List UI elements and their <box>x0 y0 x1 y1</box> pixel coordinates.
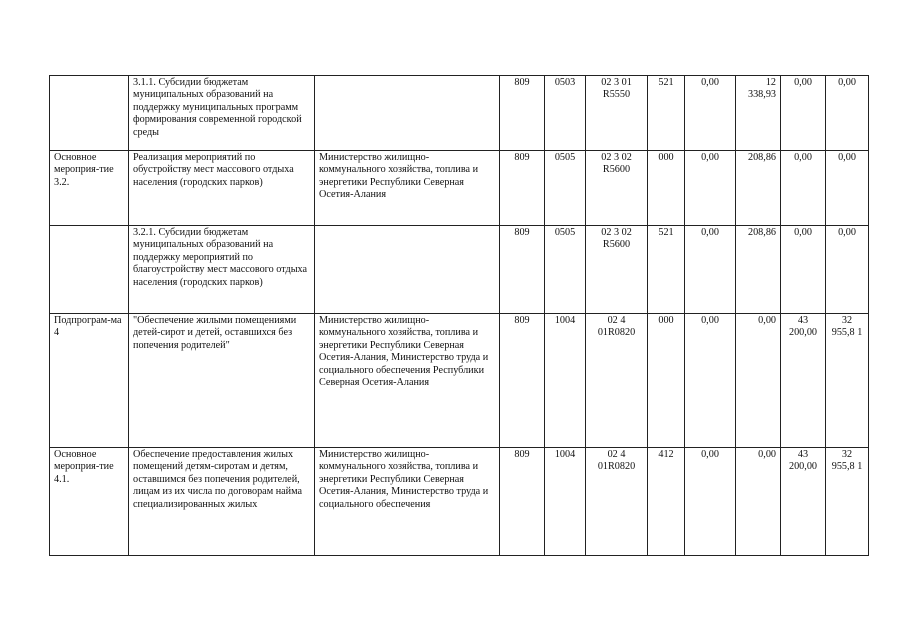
value-cell: 0,00 <box>826 226 869 314</box>
executor-cell: Министерство жилищно-коммунального хозяйства, топлива и энергетики Республики Северная Осетия-Алания, Министерство труда и социального обеспечения <box>315 448 500 556</box>
value-cell: 0,00 <box>685 151 736 226</box>
vr-cell: 412 <box>648 448 685 556</box>
grbs-cell: 809 <box>500 76 545 151</box>
vr-cell: 521 <box>648 76 685 151</box>
value-cell: 0,00 <box>781 151 826 226</box>
vr-cell: 521 <box>648 226 685 314</box>
value-cell: 43 200,00 <box>781 448 826 556</box>
status-cell <box>50 226 129 314</box>
status-cell <box>50 76 129 151</box>
value-cell: 0,00 <box>826 76 869 151</box>
value-cell: 0,00 <box>685 76 736 151</box>
executor-cell <box>315 226 500 314</box>
value-cell: 208,86 <box>736 151 781 226</box>
csr-cell: 02 3 02 R5600 <box>586 151 648 226</box>
name-cell: Реализация мероприятий по обустройству мест массового отдыха населения (городских парков) <box>129 151 315 226</box>
value-cell: 32 955,8 1 <box>826 448 869 556</box>
grbs-cell: 809 <box>500 226 545 314</box>
table-row <box>50 448 869 556</box>
table-row <box>50 151 869 226</box>
status-cell: Подпрограм-ма 4 <box>50 314 129 448</box>
value-cell: 208,86 <box>736 226 781 314</box>
value-cell: 0,00 <box>685 226 736 314</box>
executor-cell: Министерство жилищно-коммунального хозяйства, топлива и энергетики Республики Северная Осетия-Алания <box>315 151 500 226</box>
budget-table <box>49 75 869 556</box>
status-cell: Основное мероприя-тие 4.1. <box>50 448 129 556</box>
executor-cell: Министерство жилищно-коммунального хозяйства, топлива и энергетики Республики Северная Осетия-Алания, Министерство труда и социального обеспечения Республики Северная Осетия-Алания <box>315 314 500 448</box>
value-cell: 0,00 <box>685 448 736 556</box>
vr-cell: 000 <box>648 151 685 226</box>
value-cell: 32 955,8 1 <box>826 314 869 448</box>
csr-cell: 02 3 02 R5600 <box>586 226 648 314</box>
csr-cell: 02 3 01 R5550 <box>586 76 648 151</box>
vr-cell: 000 <box>648 314 685 448</box>
rzpr-cell: 0503 <box>545 76 586 151</box>
rzpr-cell: 0505 <box>545 151 586 226</box>
table-row <box>50 226 869 314</box>
value-cell: 12 338,93 <box>736 76 781 151</box>
value-cell: 43 200,00 <box>781 314 826 448</box>
rzpr-cell: 1004 <box>545 448 586 556</box>
rzpr-cell: 1004 <box>545 314 586 448</box>
executor-cell <box>315 76 500 151</box>
grbs-cell: 809 <box>500 448 545 556</box>
value-cell: 0,00 <box>736 448 781 556</box>
name-cell: "Обеспечение жилыми помещениями детей-сирот и детей, оставшихся без попечения родителей" <box>129 314 315 448</box>
csr-cell: 02 4 01R0820 <box>586 314 648 448</box>
table-row <box>50 76 869 151</box>
value-cell: 0,00 <box>781 76 826 151</box>
status-cell: Основное мероприя-тие 3.2. <box>50 151 129 226</box>
grbs-cell: 809 <box>500 151 545 226</box>
name-cell: 3.1.1. Субсидии бюджетам муниципальных образований на поддержку муниципальных программ формирования современной городской среды <box>129 76 315 151</box>
value-cell: 0,00 <box>685 314 736 448</box>
csr-cell: 02 4 01R0820 <box>586 448 648 556</box>
grbs-cell: 809 <box>500 314 545 448</box>
name-cell: Обеспечение предоставления жилых помещений детям-сиротам и детям, оставшимся без попечения родителей, лицам из их числа по договорам найма специализированных жилых <box>129 448 315 556</box>
rzpr-cell: 0505 <box>545 226 586 314</box>
table-row <box>50 314 869 448</box>
name-cell: 3.2.1. Субсидии бюджетам муниципальных образований на поддержку мероприятий по благоустройству мест массового отдыха населения (городских парков) <box>129 226 315 314</box>
value-cell: 0,00 <box>781 226 826 314</box>
value-cell: 0,00 <box>736 314 781 448</box>
value-cell: 0,00 <box>826 151 869 226</box>
